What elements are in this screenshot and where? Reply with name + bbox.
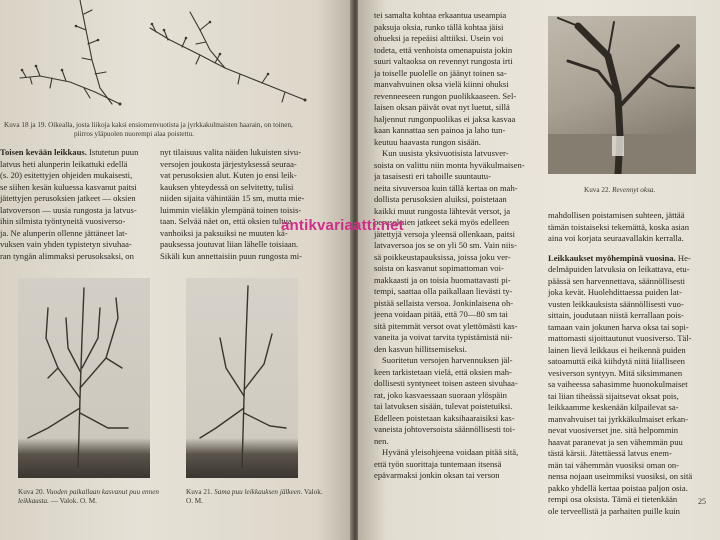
text-line: pauksessa joutuvat liian lähelle toisiaan. — [160, 239, 299, 249]
text-line: satoamuttä eikä kiihdytä niitä liialliseen — [548, 356, 685, 366]
text-line: (s. 20) esitettyjen ohjeiden mukaisesti, — [0, 170, 133, 180]
text-line: soista on valittu niin monta hyväkulmaisen- — [374, 159, 525, 170]
text-line — [548, 245, 712, 253]
caption-fig-22 — [584, 186, 704, 195]
text-line: Sikäli kun annettaisiin puun rungosta mi- — [160, 250, 303, 261]
text-line: makkaasti ja on toisia huomattavasti pi- — [374, 274, 511, 285]
text-line: ja toiselle puolelle on jäänyt toinen sa- — [374, 67, 507, 78]
caption-credit: Valok. O. M. — [186, 488, 323, 505]
text-line: pistää sellaista versoa. Jonkinlaisena oh- — [374, 297, 514, 308]
text-line: todeta, että venhoista omenapuista jokin — [374, 44, 513, 55]
caption-text: Sama puu leikkauksen jälkeen. — [214, 488, 303, 496]
text-line: vaneita ja voivat tarvita typistämistä nii- — [374, 332, 513, 342]
text-line: manvahvuiset tai jyrkkäkulmaiset erkan- — [548, 413, 689, 424]
caption-label: Kuva 22. — [584, 186, 611, 194]
right-page — [358, 0, 720, 540]
text-line: pakko yhdellä kertaa poistaa paljon osia. — [548, 482, 688, 493]
text-line: perusoksien jatkeet sekä myös edelleen — [374, 217, 510, 227]
text-line: leikkaamme keskenään kilpailevat sa- — [548, 402, 679, 412]
tree-sketch — [186, 278, 298, 478]
photo-young-tree-after — [186, 278, 298, 478]
text-line: haavat paranevat ja sen vähemmän puu — [548, 436, 683, 447]
left-column-1 — [0, 147, 158, 262]
text-line: se siihen kesän kuluessa kasvanut paitsi — [0, 181, 137, 192]
text-line: suuri valtaoksa on revennyt rungosta irti — [374, 56, 513, 66]
text-line: lainen lievä leikkaus ei heikennä puiden — [548, 344, 686, 355]
text-line: tamaan vain jokunen harva oksa tai sopi- — [548, 321, 689, 332]
text-line: manvahvuinen oksa vielä kiinni ohuksi — [374, 79, 509, 89]
text-line: vat perusoksien alut. Kuten jo ensi leik- — [160, 170, 297, 180]
caption-line: Kuva 18 ja 19. Oikealla, josta liikoja kaksi ensiomenvuotista ja jyrkkakulmaisten haarain, on toinen, — [4, 121, 293, 129]
text-line: latvaversoa jos se on yli 50 sm. Vain niis- — [374, 240, 517, 250]
text-line: tämän toistaiseksi tekemättä, koska asian — [548, 221, 690, 232]
text-line: sä poikkeustapauksissa, joissa joku ver- — [374, 251, 511, 262]
text-line: tei samalta kohtaa erkaantua useampia — [374, 10, 507, 20]
text-line: versojen joukosta järjestyksessä seuraa- — [160, 158, 297, 169]
text-line: Kun uusista yksivuotisista latvusver- — [382, 148, 509, 158]
text-line: män tai vähemmän vuosiksi oman on- — [548, 459, 680, 470]
caption-credit: — Valok. O. M. — [50, 497, 97, 505]
text-line: nyt tilaisuus valita näiden lukuisten sivu- — [160, 147, 302, 157]
text-line: sittain, joudutaan niistä kerrallaan pois- — [548, 310, 684, 320]
text-line: revenneeseen rungon puolikkaaseen. Sel- — [374, 90, 517, 101]
text-line: vusten leikkauksista säännöllisesti vuo- — [548, 298, 684, 309]
text-line: Leikkaukset myöhempinä vuosina. He- — [548, 252, 691, 263]
text-line: Suoritetun versojen harvennuksen jäl- — [382, 355, 513, 365]
text-line: epävarmaksi jonkin oksan tai verson — [374, 470, 500, 480]
text-line: keutuu haavasta rungon sisään. — [374, 136, 481, 147]
left-column-2 — [160, 147, 346, 262]
caption-fig-21 — [186, 488, 326, 506]
caption-text: Revennyt oksa. — [612, 186, 656, 194]
text-line: soista on kasvanut sopimattoman voi- — [374, 263, 504, 273]
text-line: joka kevät. Huolehdittaessa puiden lat- — [548, 287, 682, 297]
watermark-text: antikvariaatti.net — [281, 217, 404, 234]
text-line: jätettyjä versoja yleensä ollenkaan, paitsi — [374, 228, 516, 239]
caption-line: piirros yläpuolen nuorempi alaa poistettu. — [74, 130, 194, 138]
text-line: Edelleen poistetaan kaksihaaraisiksi kas- — [374, 412, 515, 423]
text-line: mattomasti sijoittautunut vuosiverso. Täl- — [548, 333, 692, 343]
text-line: luimmin vieläkin ylempänä toinen toisis- — [160, 204, 302, 215]
text-line: ole terveellistä ja parhaiten puille kuin — [548, 505, 680, 516]
text-line: päässä sen harvennettava, säännöllisesti — [548, 275, 685, 286]
text-line: että työn suorittaja tuntemaan itsensä — [374, 458, 502, 469]
text-line: nevat vuosiverset jne. sitä helpommin — [548, 425, 679, 435]
text-line: kaan kannattaa sen painoa ja laho tun- — [374, 125, 506, 135]
text-line: Toisen kevään leikkaus. Istutetun puun — [0, 147, 139, 157]
caption-text: Vuoden paikallaan kasvanut puu ennen leikkausta. — [18, 488, 160, 505]
text-line: paksuja oksia, runko tällä kohtaa jäisi — [374, 21, 504, 32]
left-page — [0, 0, 352, 540]
text-line: rat, joko kasvaessaan suoraan ylöspäin — [374, 389, 507, 400]
text-line: latvus heti alunperin leikattuki edellä — [0, 158, 128, 169]
right-column-1 — [374, 10, 542, 482]
branch-drawings — [0, 0, 352, 120]
text-line: haljennut rungonpuolikas ei jaksa kasvaa — [374, 113, 516, 124]
text-line: sitä pitemmät versot ovat ylettömästi kas- — [374, 320, 518, 331]
photo-split-branch — [548, 16, 696, 174]
text-line: vuksen vain yhden typistetyn sivuhaa- — [0, 239, 132, 249]
text-line: den kasvun hillitsemiseksi. — [374, 343, 467, 354]
text-line: tai liian tiheässä sijaitsevat oksat pois, — [548, 390, 679, 401]
caption-label: Kuva 21. — [186, 488, 213, 496]
text-line: neita sivuversoa kuin tällä kertaa on mah- — [374, 182, 518, 193]
split-branch-sketch — [548, 16, 696, 174]
text-line: vaneista johtoversoista säännöllisesti toi- — [374, 424, 516, 434]
text-line: tästä kärsii. Jätettäessä latvus enem- — [548, 448, 672, 458]
top-figure-caption — [4, 121, 324, 139]
text-line: laisen oksan päivät ovat nyt luetut, sillä — [374, 102, 510, 112]
text-line: ja tasaisesti eri tahoille suuntautu- — [374, 171, 491, 181]
text-line: Hyvänä yleisohjeena voidaan pitää sitä, — [382, 447, 519, 457]
text-line: jätettyjen perusoksien jatkeet — oksien — [0, 193, 136, 203]
photo-young-tree-before — [18, 278, 150, 478]
text-line: ran tyngän alimmaksi perusoksaksi, on — [0, 250, 134, 261]
text-line: nen. — [374, 435, 389, 446]
text-line: dollista perusoksien aluiksi, poistetaan — [374, 194, 507, 204]
text-line: vanhoiksi ja paksuiksi ne muuten kä- — [160, 227, 288, 238]
text-line: rempi osa oksista. Tämä ei tietenkään — [548, 494, 678, 504]
caption-label: Kuva 20. — [18, 488, 45, 496]
text-line: tai latvuksen sisään, tulevat poistetuiksi. — [374, 401, 513, 411]
text-line: delmäpuiden latvuksia on leikattava, etu- — [548, 264, 690, 274]
caption-fig-20 — [18, 488, 168, 506]
text-line: ja. Ne alunperin ollenne jättäneet lat- — [0, 227, 128, 238]
text-line: niiden sijaita vähintään 15 sm, mutta mie- — [160, 193, 305, 203]
text-line: latvoverson — uusia rungosta ja latvus- — [0, 204, 137, 215]
text-line: kauksen yhteydessä on selvitetty, tulisi — [160, 181, 294, 192]
text-line: nensa nojaan useimmiksi vuosiksi, on sitä — [548, 471, 693, 481]
text-line: ohueksi ja repeäisi alttiiksi. Usein voi — [374, 33, 504, 43]
text-line: taan. Selvää näet on, että oksien tultua — [160, 216, 292, 226]
text-line: vesiverson syntyyn. Mitä siksimmanen — [548, 367, 683, 378]
text-line: keen tarkistetaan vielä, että oksien mah- — [374, 366, 512, 377]
text-line: mahdollisen poistamisen suhteen, jättää — [548, 210, 685, 220]
text-line: aina voi korjata seuraavallakin kerralla. — [548, 233, 684, 243]
text-line: tempi, saattaa olla paikallaan lievästi ty- — [374, 286, 513, 296]
right-column-2 — [548, 210, 712, 517]
text-line: kaikki muut rungosta lähtevät versot, ja — [374, 205, 511, 216]
tree-sketch — [18, 278, 150, 478]
text-line: ihin silmista työntyneitä vuosiverso- — [0, 216, 126, 226]
page-number: 25 — [698, 497, 706, 506]
text-line: dollisesti syntyneet toisen asteen sivuhaa- — [374, 378, 518, 388]
text-line: sa vaiheessa sahasimme huonokulmaiset — [548, 379, 688, 389]
text-line: jeena voidaan pitää, että 70—80 sm tai — [374, 309, 508, 319]
